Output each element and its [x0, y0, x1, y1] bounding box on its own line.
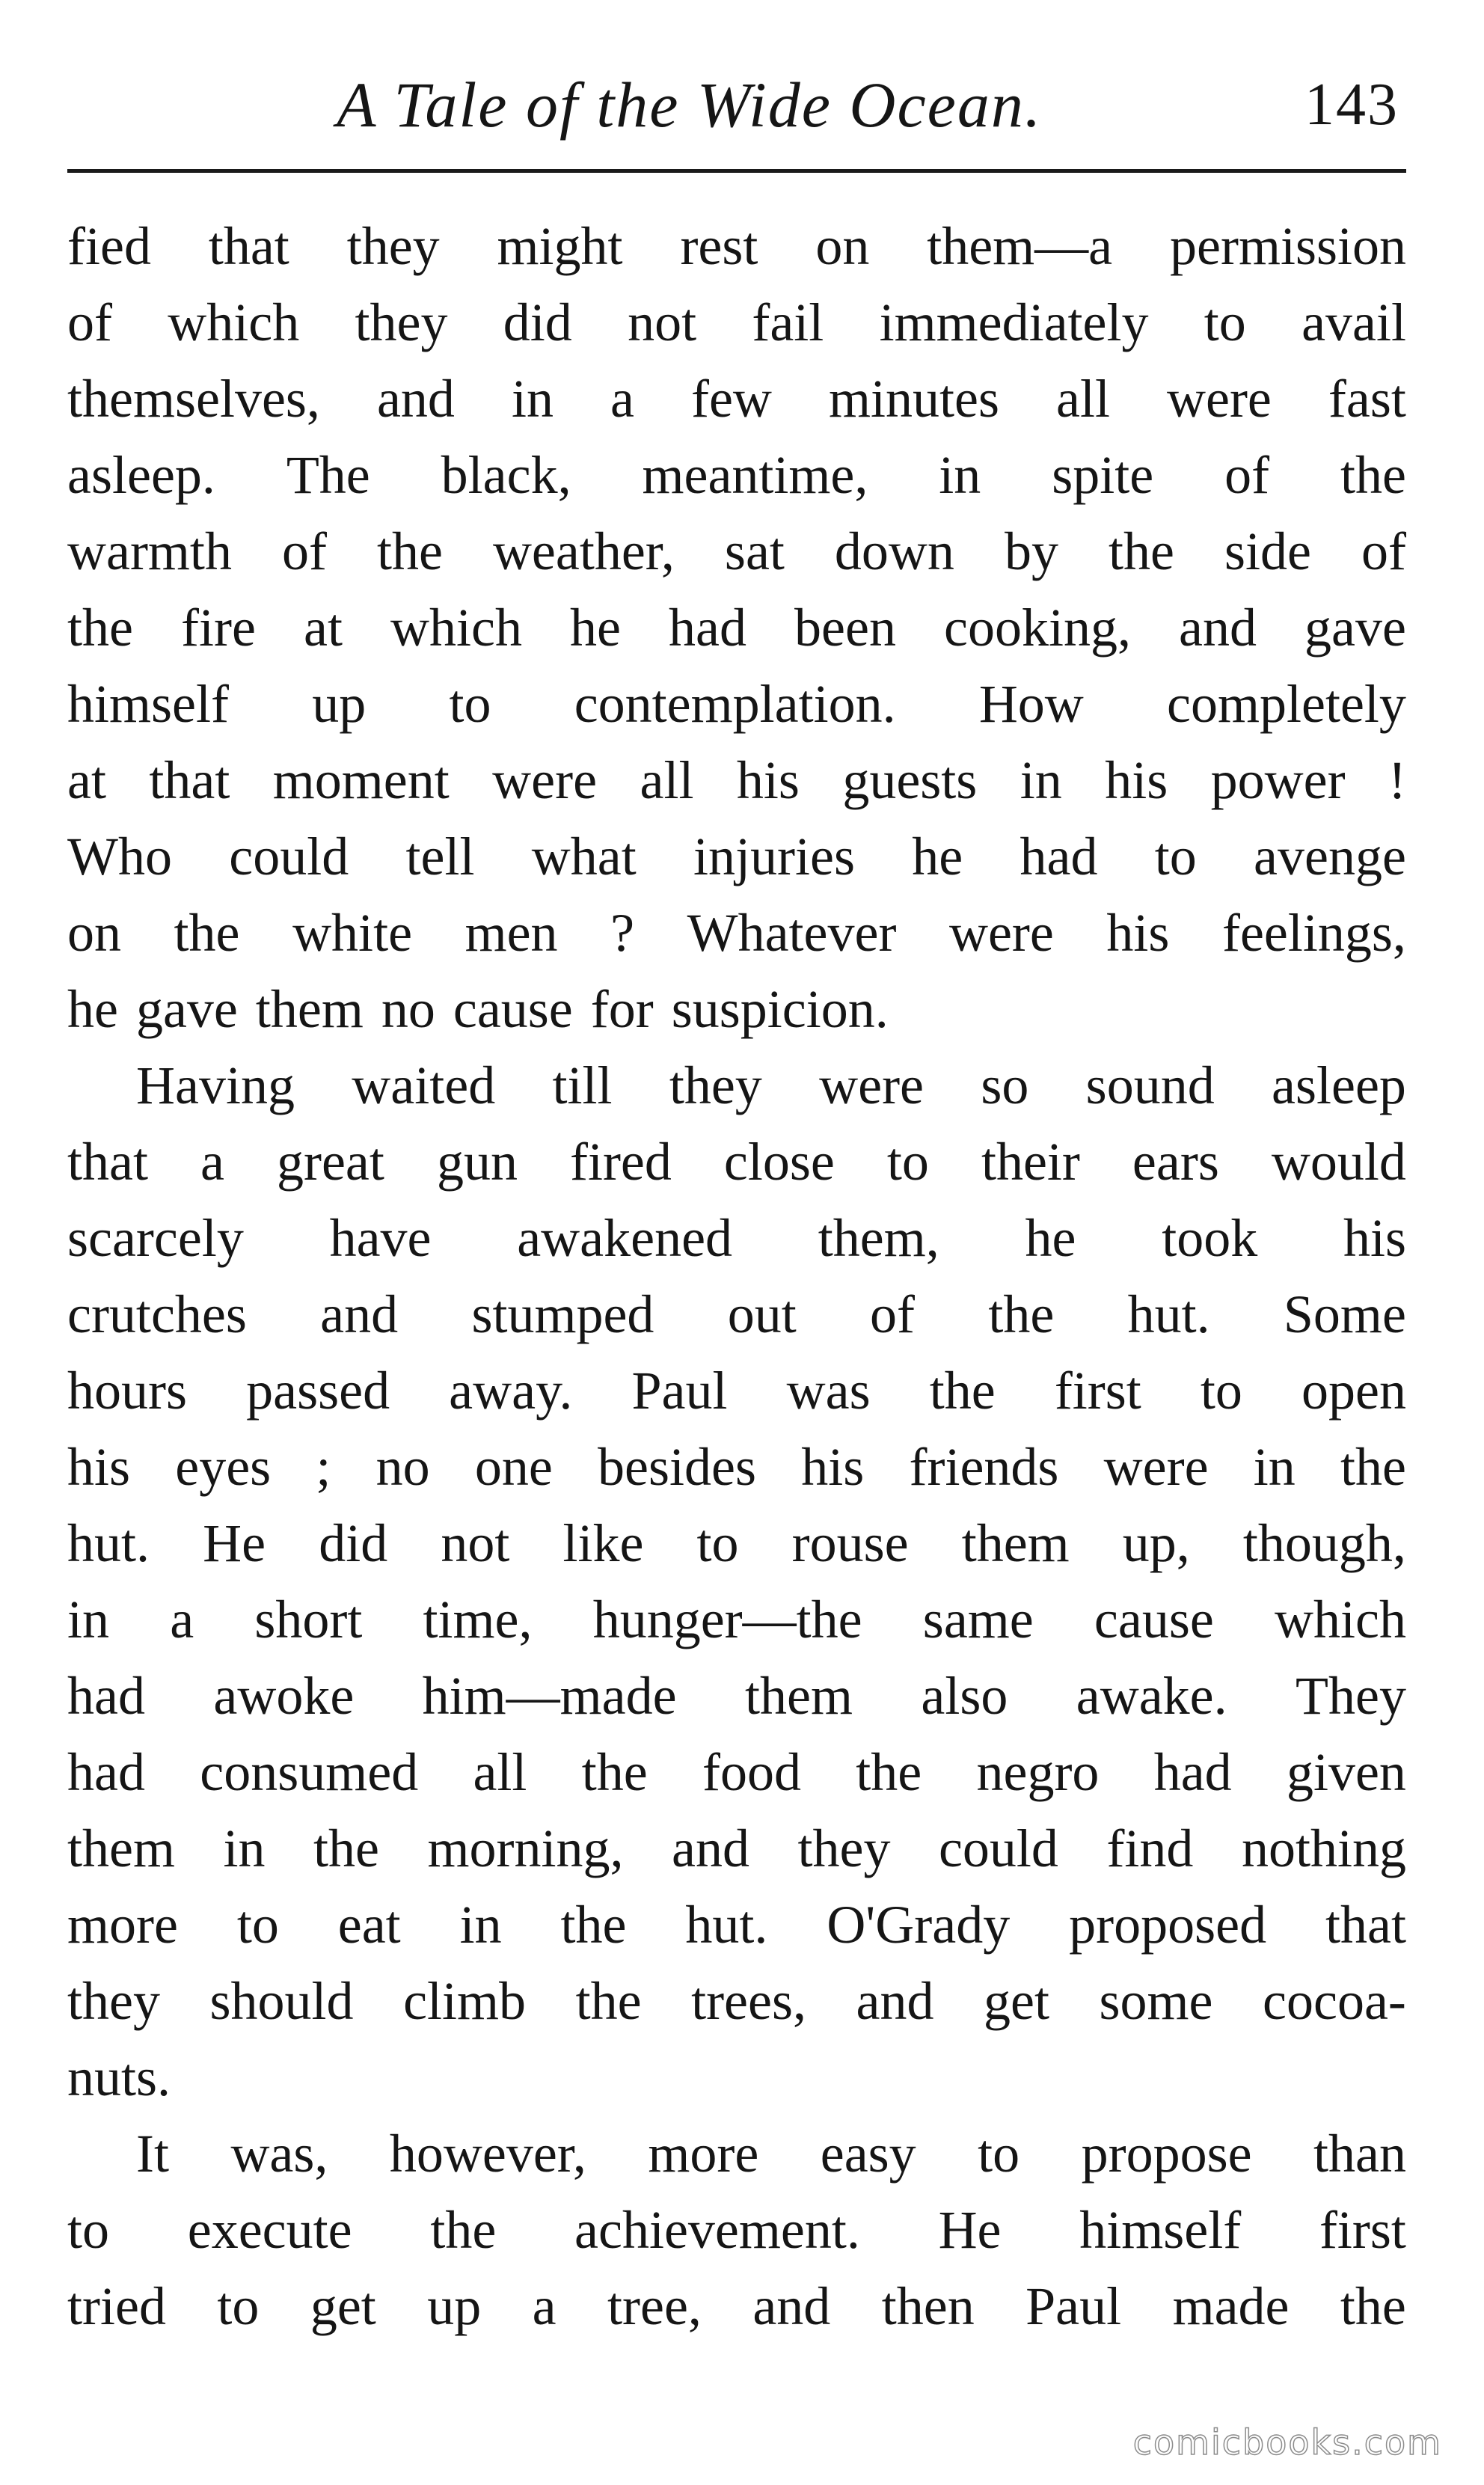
text-line: he gave them no cause for suspicion. [67, 979, 889, 1039]
text-line: nuts. [67, 2047, 171, 2107]
watermark: comicbooks.com [1132, 2422, 1442, 2463]
body-text [67, 208, 1406, 2344]
text-line: Who could tell what injuries he had to avenge [67, 827, 1406, 886]
text-line: tried to get up a tree, and then Paul made the [67, 2276, 1406, 2336]
text-line: his eyes ; no one besides his friends were in the [67, 1437, 1406, 1497]
text-line: they should climb the trees, and get some cocoa- [67, 1971, 1406, 2031]
text-line: in a short time, hunger—the same cause which [67, 1590, 1406, 1649]
text-line: himself up to contemplation. How completely [67, 674, 1406, 734]
text-line: hours passed away. Paul was the first to open [67, 1361, 1406, 1421]
text-line: that a great gun fired close to their ears would [67, 1132, 1406, 1192]
text-line: them in the morning, and they could find nothing [67, 1818, 1406, 1878]
text-line: on the white men ? Whatever were his feelings, [67, 903, 1406, 963]
text-line: asleep. The black, meantime, in spite of the [67, 445, 1406, 505]
text-line: had awoke him—made them also awake. They [67, 1666, 1406, 1726]
text-line: at that moment were all his guests in his power ! [67, 750, 1406, 810]
text-line: themselves, and in a few minutes all were fast [67, 369, 1406, 429]
text-line: the fire at which he had been cooking, and gave [67, 598, 1406, 658]
header-rule [67, 169, 1406, 173]
text-line: Having waited till they were so sound asleep [136, 1055, 1406, 1115]
text-line: hut. He did not like to rouse them up, though, [67, 1513, 1406, 1573]
text-line: of which they did not fail immediately to avail [67, 292, 1406, 352]
text-line: It was, however, more easy to propose than [136, 2124, 1406, 2184]
text-line: more to eat in the hut. O'Grady proposed that [67, 1895, 1406, 1955]
page-number: 143 [1304, 72, 1399, 138]
text-line: warmth of the weather, sat down by the side of [67, 521, 1406, 581]
text-line: scarcely have awakened them, he took his [67, 1208, 1406, 1268]
running-title: A Tale of the Wide Ocean. [337, 69, 1043, 141]
text-line: fied that they might rest on them—a permission [67, 216, 1406, 276]
text-line: to execute the achievement. He himself first [67, 2200, 1406, 2260]
running-head [67, 60, 1414, 150]
text-line: had consumed all the food the negro had given [67, 1742, 1406, 1802]
text-line: crutches and stumped out of the hut. Some [67, 1284, 1406, 1344]
